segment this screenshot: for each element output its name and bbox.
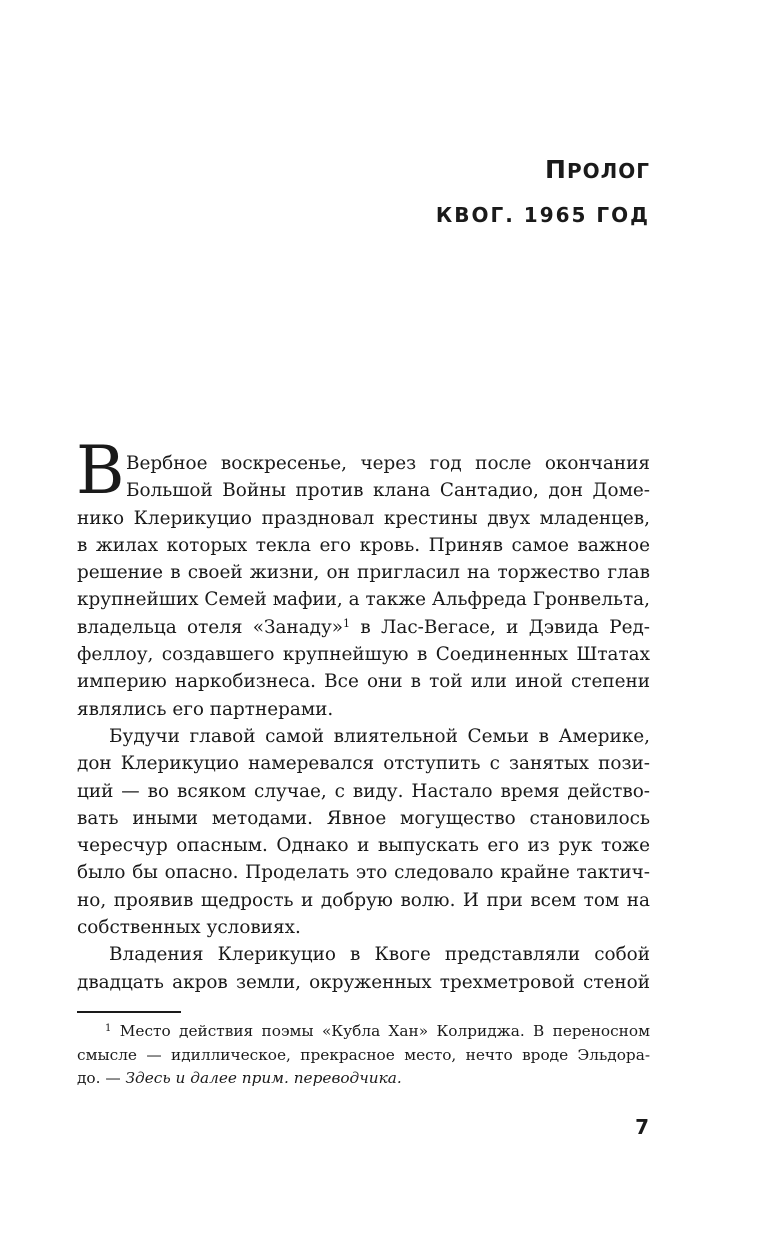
footnote-line: смысле — идиллическое, прекрасное место, нечто вроде Эльдора- xyxy=(77,1045,650,1064)
text-line: чересчур опасным. Однако и выпускать его из рук тоже xyxy=(77,835,650,857)
text-line: Вербное воскресенье, через год после окончания xyxy=(126,453,650,474)
body-text xyxy=(77,450,650,996)
text-line: дон Клерикуцио намеревался отступить с занятых пози- xyxy=(77,753,650,775)
text-line xyxy=(77,614,650,641)
text-line: двадцать акров земли, окруженных трехметровой стеной xyxy=(77,971,650,993)
page-number: 7 xyxy=(635,1115,649,1139)
footnote-reference[interactable]: 1 xyxy=(343,616,351,630)
text-line: крупнейших Семей мафии, а также Альфреда Гронвельта, xyxy=(77,589,650,611)
text-line: решение в своей жизни, он пригласил на торжество глав xyxy=(77,562,650,584)
text-line: собственных условиях. xyxy=(77,917,301,939)
text-line: было бы опасно. Проделать это следовало крайне тактич- xyxy=(77,862,650,884)
text-line: Большой Войны против клана Сантадио, дон Доме- xyxy=(126,480,650,502)
drop-cap: В xyxy=(76,432,125,509)
paragraph-1 xyxy=(77,450,650,723)
footnote-divider xyxy=(77,1011,181,1013)
text-line: Будучи главой самой влиятельной Семьи в Америке, xyxy=(109,725,650,747)
text-line: империю наркобизнеса. Все они в той или иной степени xyxy=(77,671,650,693)
text-fragment: в Лас-Вегасе, и Дэвида Ред- xyxy=(360,616,650,638)
text-line: в жилах которых текла его кровь. Приняв самое важное xyxy=(77,534,650,556)
footnote-text: Место действия поэмы «Кубла Хан» Колриджа. В переносном xyxy=(119,1022,650,1040)
text-line: являлись его партнерами. xyxy=(77,698,334,720)
footnote xyxy=(77,1020,650,1091)
footnote-attribution: Здесь и далее прим. переводчика. xyxy=(125,1069,402,1087)
footnote-marker: 1 xyxy=(105,1023,112,1034)
paragraph-2 xyxy=(77,723,650,941)
text-line: Владения Клерикуцио в Квоге представляли собой xyxy=(109,944,650,966)
text-line: феллоу, создавшего крупнейшую в Соединенных Штатах xyxy=(77,644,650,666)
footnote-text: до. — xyxy=(77,1069,126,1087)
chapter-subtitle: КВОГ. 1965 ГОД xyxy=(435,203,650,227)
footnote-line xyxy=(77,1020,650,1044)
text-line: нико Клерикуцио праздновал крестины двух младенцев, xyxy=(77,507,650,529)
chapter-title: ПРОЛОГ xyxy=(545,155,650,184)
footnote-line xyxy=(77,1067,650,1091)
text-line: ций — во всяком случае, с виду. Настало время действо- xyxy=(77,780,650,802)
text-line: но, проявив щедрость и добрую волю. И при всем том на xyxy=(77,889,650,911)
paragraph-3 xyxy=(77,941,650,996)
text-line: вать иными методами. Явное могущество становилось xyxy=(77,807,650,829)
text-fragment: владельца отеля «Занаду» xyxy=(77,616,344,638)
